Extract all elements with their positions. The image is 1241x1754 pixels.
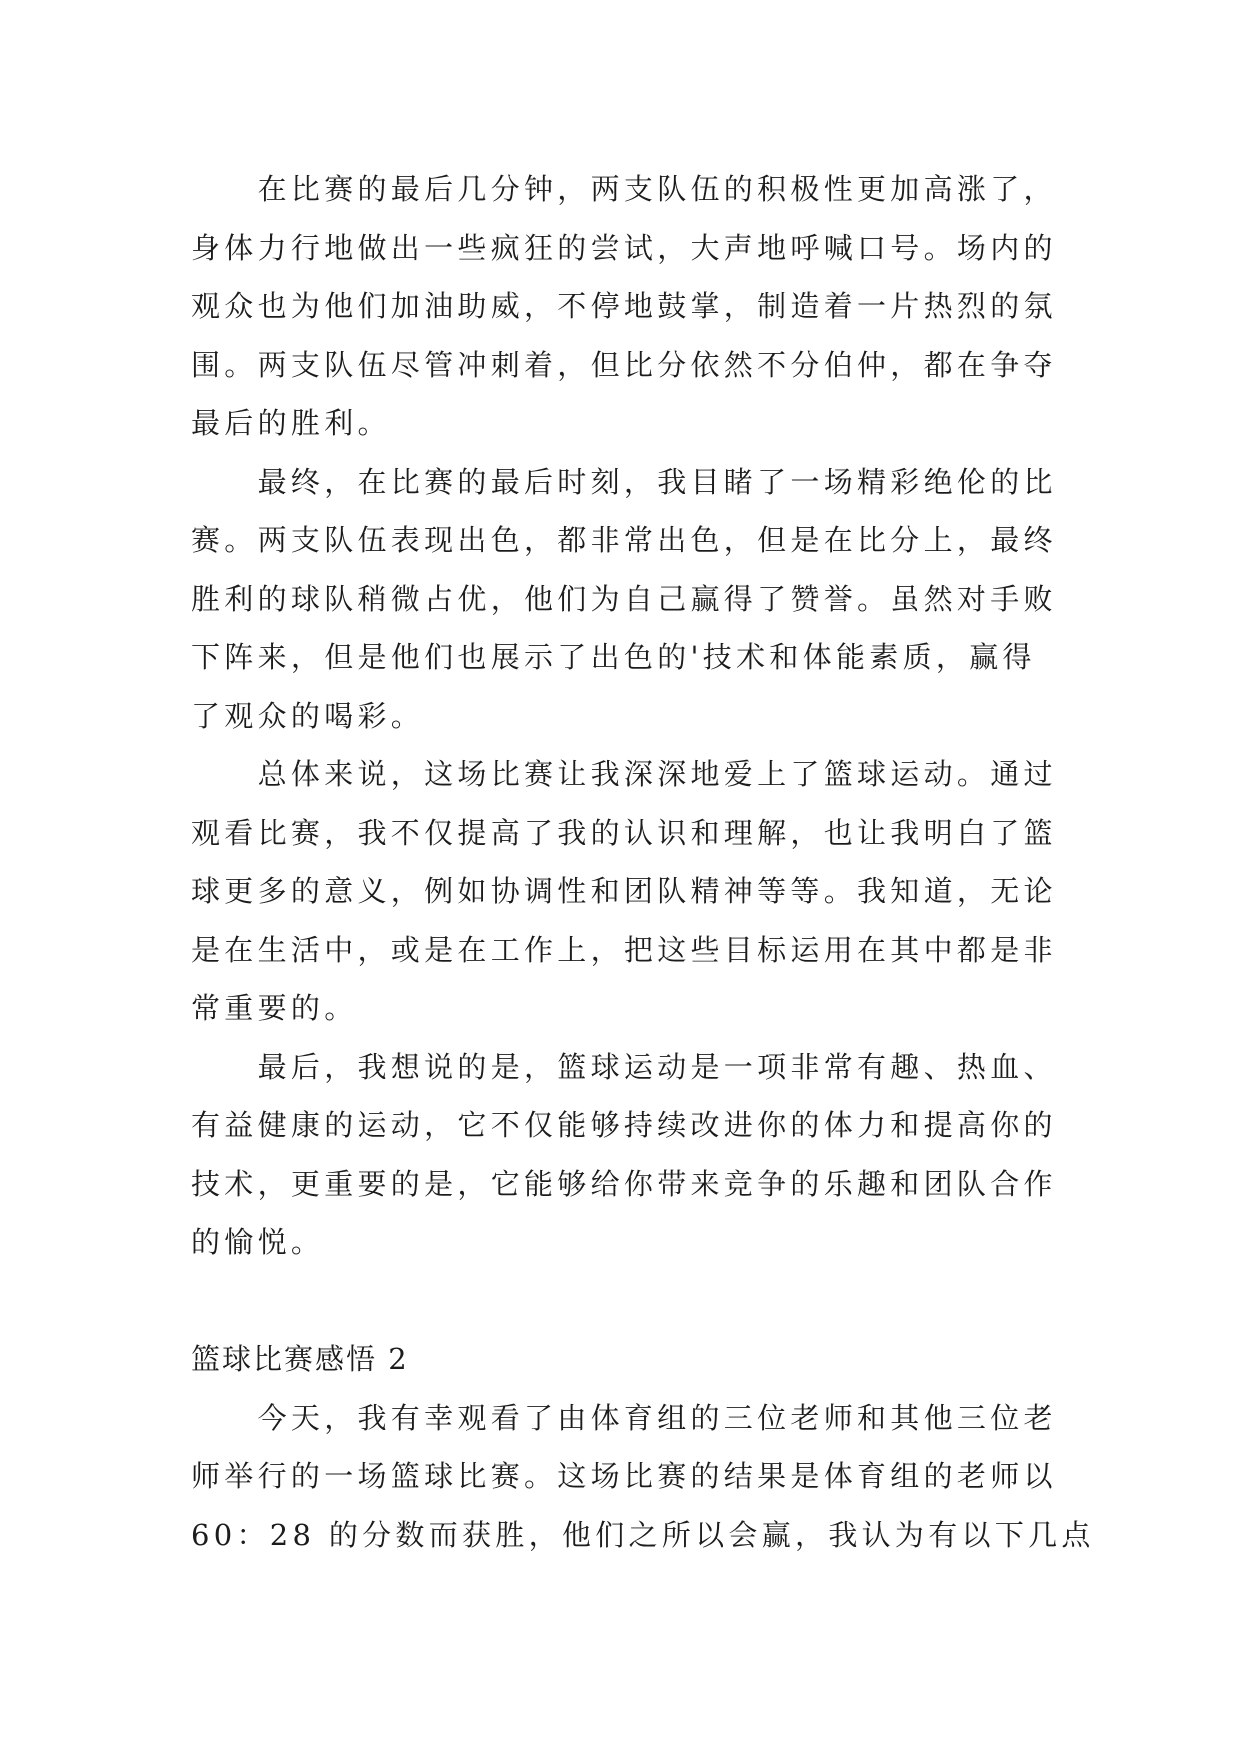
paragraph <box>191 1389 1095 1565</box>
text-line: 在比赛的最后几分钟，两支队伍的积极性更加高涨了， <box>257 172 1057 206</box>
text-line: 了观众的喝彩。 <box>191 698 425 733</box>
text-line: 的愉悦。 <box>191 1225 325 1259</box>
text-line: 最后的胜利。 <box>191 406 391 440</box>
text-line: 最后，我想说的是，篮球运动是一项非常有趣、热血、 <box>257 1049 1057 1084</box>
text-line: 身体力行地做出一些疯狂的尝试，大声地呼喊口号。场内的 <box>191 230 1057 265</box>
paragraph <box>191 1038 1091 1272</box>
text-line: 有益健康的运动，它不仅能够持续改进你的体力和提高你的 <box>191 1108 1057 1142</box>
text-line: 观看比赛，我不仅提高了我的认识和理解，也让我明白了篮 <box>191 815 1057 850</box>
text-line: 总体来说，这场比赛让我深深地爱上了篮球运动。通过 <box>257 757 1057 791</box>
text-line: 师举行的一场篮球比赛。这场比赛的结果是体育组的老师以 <box>191 1459 1057 1493</box>
document-body <box>191 160 1095 1564</box>
text-line: 最终，在比赛的最后时刻，我目睹了一场精彩绝伦的比 <box>257 464 1057 499</box>
paragraph <box>191 160 1091 453</box>
text-line: 赛。两支队伍表现出色，都非常出色，但是在比分上，最终 <box>191 523 1057 557</box>
text-line: 今天，我有幸观看了由体育组的三位老师和其他三位老 <box>257 1400 1057 1435</box>
paragraph <box>191 745 1091 1038</box>
text-line: 常重要的。 <box>191 991 358 1025</box>
text-line: 观众也为他们加油助威，不停地鼓掌，制造着一片热烈的氛 <box>191 289 1057 323</box>
text-line: 技术，更重要的是，它能够给你带来竞争的乐趣和团队合作 <box>191 1166 1057 1201</box>
text-line: 60：28 的分数而获胜，他们之所以会赢，我认为有以下几点 <box>191 1517 1095 1552</box>
text-line: 围。两支队伍尽管冲刺着，但比分依然不分伯仲，都在争夺 <box>191 347 1057 382</box>
text-line: 球更多的意义，例如协调性和团队精神等等。我知道，无论 <box>191 874 1057 908</box>
text-line: 是在生活中，或是在工作上，把这些目标运用在其中都是非 <box>191 932 1057 967</box>
blank-line <box>191 1272 1091 1331</box>
paragraph <box>191 453 1091 746</box>
text-line: 下阵来，但是他们也展示了出色的'技术和体能素质，赢得 <box>191 640 1036 674</box>
section-heading: 篮球比赛感悟 2 <box>191 1342 409 1376</box>
text-line: 胜利的球队稍微占优，他们为自己赢得了赞誉。虽然对手败 <box>191 581 1057 616</box>
